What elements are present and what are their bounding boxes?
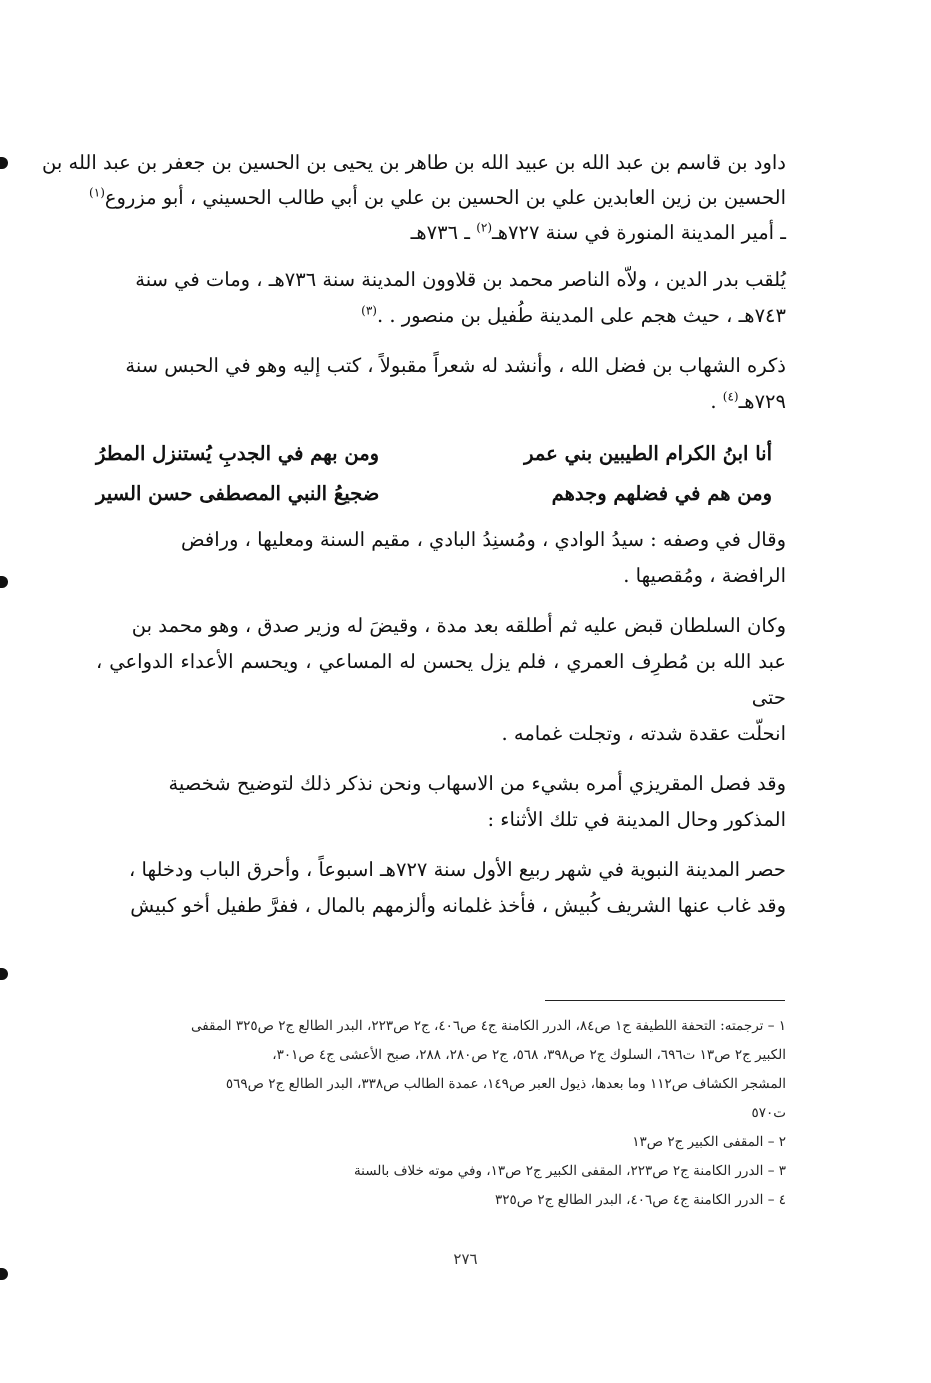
text-line: داود بن قاسم بن عبد الله بن عبيد الله بن طاهر بن يحيى بن الحسين بن جعفر بن عبد الله بن	[42, 151, 786, 174]
text-line: ـ أمير المدينة المنورة في سنة ٧٢٧هـ$^{(٢)}$ ـ ٧٣٦هـ	[410, 220, 786, 244]
verse-first-half: أنا ابنُ الكرام الطيبين بني عمر	[524, 442, 772, 465]
paragraph: وقال في وصفه : سيدُ الوادي ، ومُسنِدُ البادي ، مقيم السنة ومعليها ، ورافض الرافضة ، ومُقصيها .	[181, 528, 786, 587]
footnote-line: ٢ – المقفى الكبير ج٢ ص١٣	[632, 1134, 786, 1150]
margin-mark	[0, 968, 8, 980]
footnote-line: المشجر الكشاف ص١١٢ وما بعدها، ذيول العبر ص١٤٩، عمدة الطالب ص٣٣٨، البدر الطالع ج٢ ص٥٦٩	[225, 1076, 786, 1092]
page-number: ٢٧٦	[453, 1250, 478, 1268]
footnote-line: ١ – ترجمته: التحفة اللطيفة ج١ ص٨٤، الدرر الكامنة ج٤ ص٤٠٦، ج٢ ص٢٢٣، البدر الطالع ج٢ ص٣٢٥ المقفى	[190, 1018, 786, 1034]
paragraph: يُلقب بدر الدين ، ولاّه الناصر محمد بن قلاوون المدينة سنة ٧٣٦هـ ، ومات في سنة ٧٤٣هـ ، حيث هجم على المدينة طُفيل بن منصور . .$^{(٣)}$	[135, 268, 786, 327]
footnote-mark: (٤)	[722, 389, 739, 404]
poem	[96, 434, 786, 514]
footnote-line: الكبير ج٢ ص١٣ ت٦٩٦، السلوك ج٢ ص٣٩٨، ٥٦٨، ج٢ ص٢٨٠، ٢٨٨، صبح الأعشى ج٤ ص٣٠١،	[272, 1047, 786, 1063]
page-body	[42, 145, 786, 938]
footnote-line: ٤ – الدرر الكامنة ج٤ ص٤٠٦، البدر الطالع ج٢ ص٣٢٥	[494, 1192, 786, 1208]
margin-mark	[0, 157, 8, 169]
poem-verse	[96, 474, 786, 514]
footnote-line: ٣ – الدرر الكامنة ج٢ ص٢٢٣، المقفى الكبير ج٢ ص١٣، وفي موته خلاف بالسنة	[353, 1163, 786, 1179]
text-line: الحسين بن زين العابدين علي بن الحسين بن علي بن أبي طالب الحسيني ، أبو مزروع$^{(١)}$	[89, 185, 786, 209]
paragraph: وقد فصل المقريزي أمره بشيء من الاسهاب ونحن نذكر ذلك لتوضيح شخصية المذكور وحال المدينة في تلك الأثناء :	[168, 772, 786, 831]
verse-second-half: ومن بهم في الجدبِ يُستنزل المطرُ	[96, 442, 380, 465]
margin-mark	[0, 1268, 8, 1280]
verse-second-half: ضجيعُ النبي المصطفى حسن السير	[96, 482, 380, 505]
paragraph: وكان السلطان قبض عليه ثم أطلقه بعد مدة ، وقيضَ له وزير صدق ، وهو محمد بن عبد الله بن مُطرِف العمري ، فلم يزل يحسن له المساعي ، ويحسم الأعداء الدواعي ، حتى انحلّت عقدة شدته ، وتجلت غمامه .	[96, 614, 786, 745]
footnotes	[96, 1012, 786, 1215]
paragraph: ذكره الشهاب بن فضل الله ، وأنشد له شعراً مقبولاً ، كتب إليه وهو في الحبس سنة ٧٢٩هـ$^{(٤)}$ .	[125, 354, 786, 413]
footnote-separator	[545, 1000, 785, 1001]
footnote-line: ت٥٧٠	[751, 1105, 786, 1121]
footnote-mark: (٣)	[361, 303, 377, 318]
verse-first-half: ومن هم في فضلهم وجدهم	[551, 482, 772, 505]
margin-mark	[0, 576, 8, 588]
poem-verse	[96, 434, 786, 474]
footnote-mark: (٢)	[476, 220, 493, 235]
footnote-mark: (١)	[89, 185, 105, 200]
paragraph: حصر المدينة النبوية في شهر ربيع الأول سنة ٧٢٧هـ اسبوعاً ، وأحرق الباب ودخلها ، وقد غاب عنها الشريف كُبيش ، فأخذ غلمانه وألزمهم بالمال ، ففرَّ طفيل أخو كبيش	[129, 858, 786, 917]
